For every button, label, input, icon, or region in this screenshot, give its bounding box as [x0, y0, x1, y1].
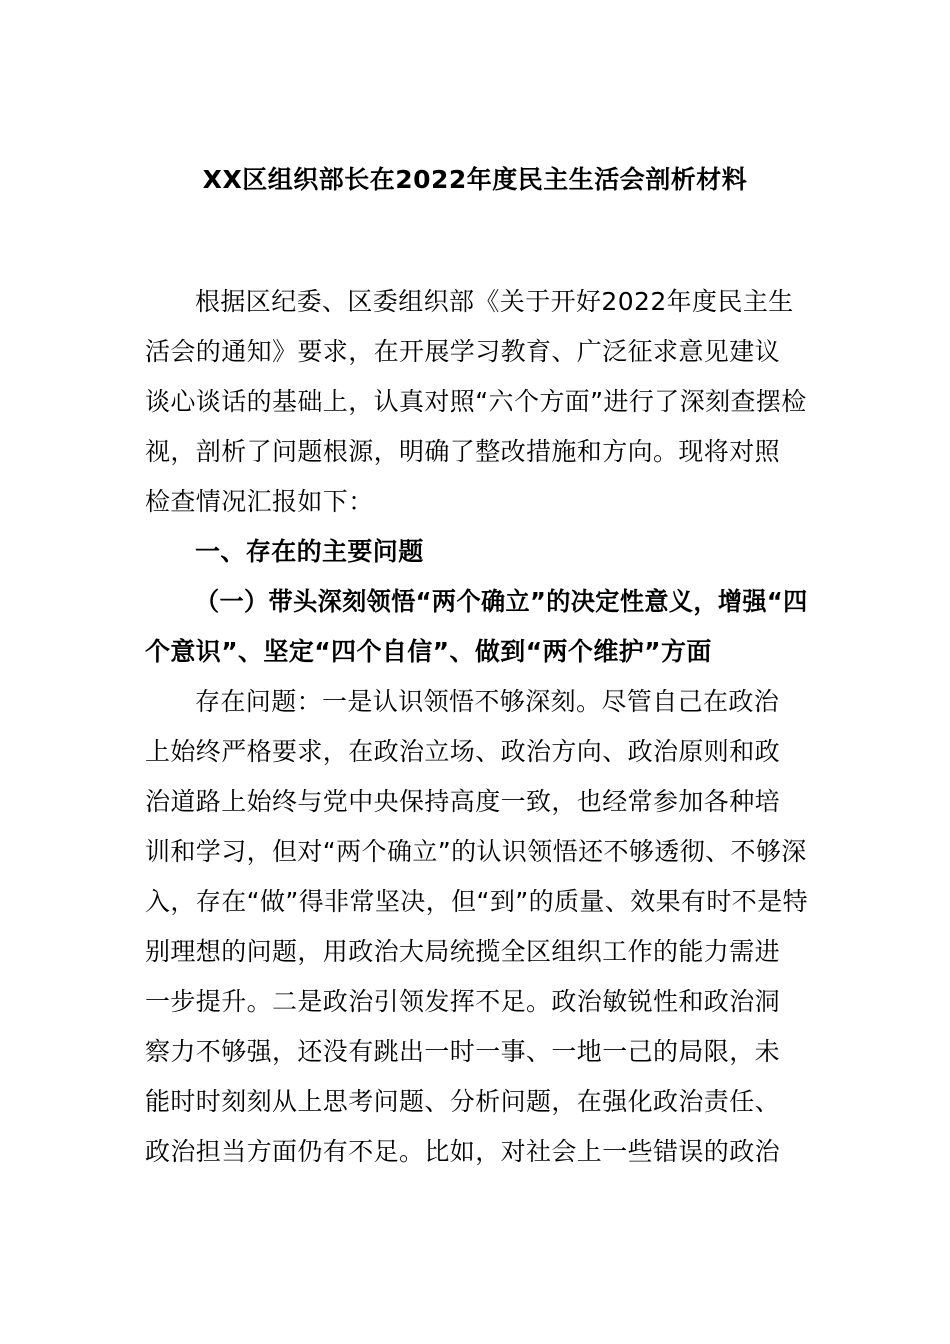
paragraph-1-line-1: 根据区纪委、区委组织部《关于开好2022年度民主生: [195, 287, 794, 316]
paragraph-2-line-10: 政治担当方面仍有不足。比如，对社会上一些错误的政治: [145, 1137, 781, 1166]
paragraph-2-line-8: 察力不够强，还没有跳出一时一事、一地一己的局限，未: [145, 1037, 781, 1066]
subheading-1-line-2: 个意识”、坚定“四个自信”、做到“两个维护”方面: [145, 637, 712, 666]
paragraph-2-line-5: 入，存在“做”得非常坚决，但“到”的质量、效果有时不是特: [145, 887, 809, 916]
paragraph-1-line-3: 谈心谈话的基础上，认真对照“六个方面”进行了深刻查摆检: [145, 387, 807, 416]
paragraph-1-line-2: 活会的通知》要求，在开展学习教育、广泛征求意见建议: [145, 337, 781, 366]
paragraph-2-line-7: 一步提升。二是政治引领发挥不足。政治敏锐性和政治洞: [145, 987, 781, 1016]
section-heading-1: 一、存在的主要问题: [195, 537, 424, 566]
paragraph-2-line-4: 训和学习，但对“两个确立”的认识领悟还不够透彻、不够深: [145, 837, 807, 866]
paragraph-2-line-9: 能时时刻刻从上思考问题、分析问题，在强化政治责任、: [145, 1087, 781, 1116]
paragraph-1-line-5: 检查情况汇报如下：: [145, 487, 374, 516]
document-title: XX区组织部长在2022年度民主生活会剖析材料: [202, 165, 748, 194]
subheading-1-line-1: （一）带头深刻领悟“两个确立”的决定性意义，增强“四: [195, 587, 808, 616]
paragraph-2-line-3: 治道路上始终与党中央保持高度一致，也经常参加各种培: [145, 787, 781, 816]
paragraph-1-line-4: 视，剖析了问题根源，明确了整改措施和方向。现将对照: [145, 437, 781, 466]
paragraph-2-line-1: 存在问题：一是认识领悟不够深刻。尽管自己在政治: [195, 687, 780, 716]
paragraph-2-line-6: 别理想的问题，用政治大局统揽全区组织工作的能力需进: [145, 937, 781, 966]
paragraph-2-line-2: 上始终严格要求，在政治立场、政治方向、政治原则和政: [145, 737, 781, 766]
